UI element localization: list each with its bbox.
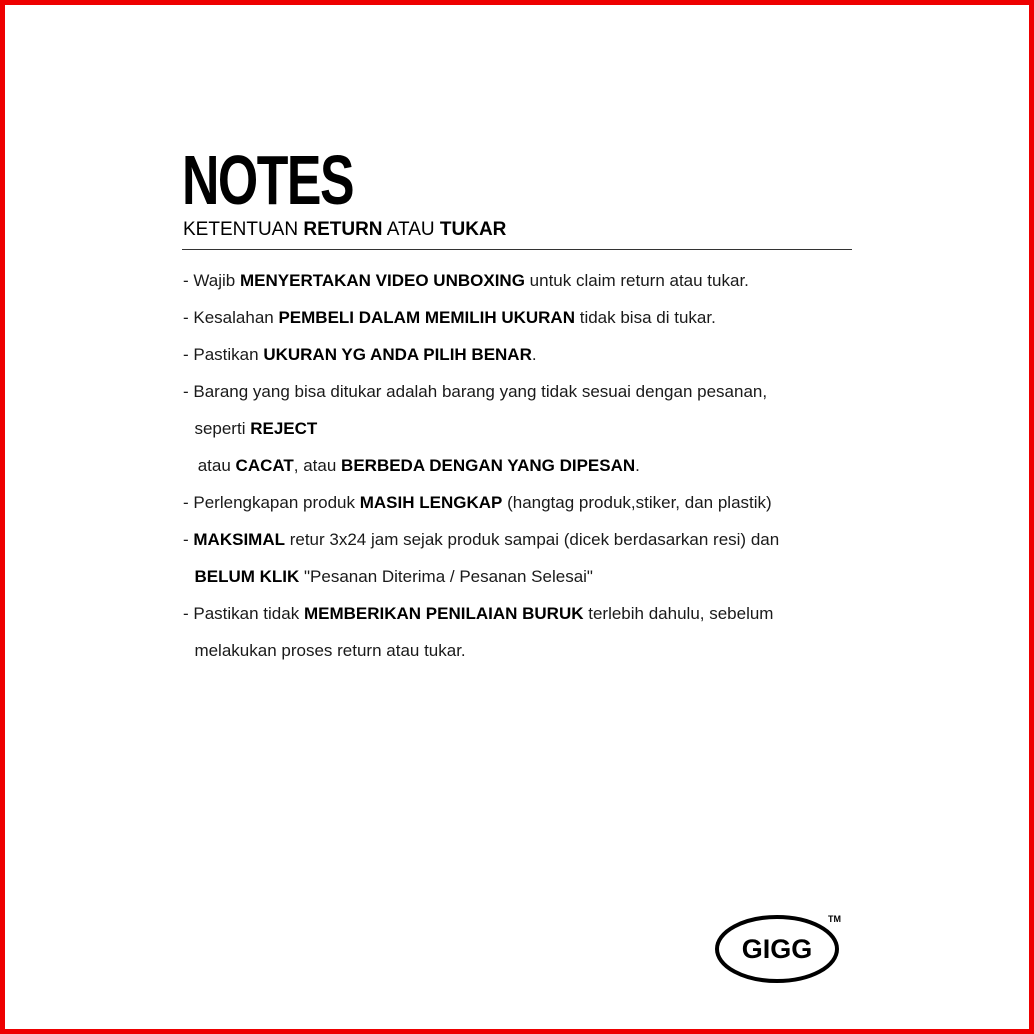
note-emphasis: UKURAN YG ANDA PILIH BENAR <box>263 345 532 364</box>
note-line <box>183 270 749 292</box>
note-emphasis: MENYERTAKAN VIDEO UNBOXING <box>240 271 525 290</box>
note-text: - Wajib <box>183 271 240 290</box>
note-emphasis: CACAT <box>235 456 294 475</box>
divider-line <box>182 249 852 250</box>
subtitle-part: ATAU <box>382 219 440 240</box>
note-emphasis: PEMBELI DALAM MEMILIH UKURAN <box>278 308 575 327</box>
note-text: melakukan proses return atau tukar. <box>185 641 466 660</box>
note-text: - <box>183 530 194 549</box>
note-line <box>183 492 772 514</box>
subtitle-part: KETENTUAN <box>183 219 304 240</box>
note-text: terlebih dahulu, sebelum <box>583 604 774 623</box>
note-text: . <box>531 345 537 364</box>
note-line <box>183 603 773 625</box>
note-line <box>185 418 317 440</box>
gigg-logo <box>715 912 843 984</box>
note-text: seperti <box>185 419 251 438</box>
note-text: untuk claim return atau tukar. <box>524 271 749 290</box>
note-line <box>185 640 466 662</box>
note-line <box>185 566 593 588</box>
note-text: - Kesalahan <box>183 308 279 327</box>
note-line <box>193 455 640 477</box>
note-text: "Pesanan Diterima / Pesanan Selesai" <box>299 567 593 586</box>
note-text: tidak bisa di tukar. <box>575 308 716 327</box>
note-emphasis: REJECT <box>250 419 318 438</box>
note-text: - Pastikan tidak <box>183 604 304 623</box>
note-line <box>183 381 767 403</box>
note-emphasis: MAKSIMAL <box>193 530 285 549</box>
note-text: - Pastikan <box>183 345 264 364</box>
page-subtitle <box>183 218 506 242</box>
note-text: , atau <box>293 456 342 475</box>
note-emphasis: MASIH LENGKAP <box>359 493 503 512</box>
note-line <box>183 344 537 366</box>
note-line <box>183 307 716 329</box>
note-text: retur 3x24 jam sejak produk sampai (dicek berdasarkan resi) dan <box>285 530 780 549</box>
trademark-mark: TM <box>828 914 841 924</box>
subtitle-part: TUKAR <box>439 219 507 240</box>
subtitle-part: RETURN <box>303 219 383 240</box>
note-emphasis: BELUM KLIK <box>194 567 300 586</box>
note-emphasis: MEMBERIKAN PENILAIAN BURUK <box>303 604 584 623</box>
note-text: (hangtag produk,stiker, dan plastik) <box>502 493 772 512</box>
note-text: atau <box>193 456 236 475</box>
logo-text: GIGG <box>741 934 813 964</box>
page-title: NOTES <box>182 141 354 219</box>
note-text: . <box>635 456 640 475</box>
note-text: - Barang yang bisa ditukar adalah barang yang tidak sesuai dengan pesanan, <box>183 382 768 401</box>
note-line <box>183 529 779 551</box>
note-emphasis: BERBEDA DENGAN YANG DIPESAN <box>341 456 636 475</box>
note-text: - Perlengkapan produk <box>183 493 360 512</box>
